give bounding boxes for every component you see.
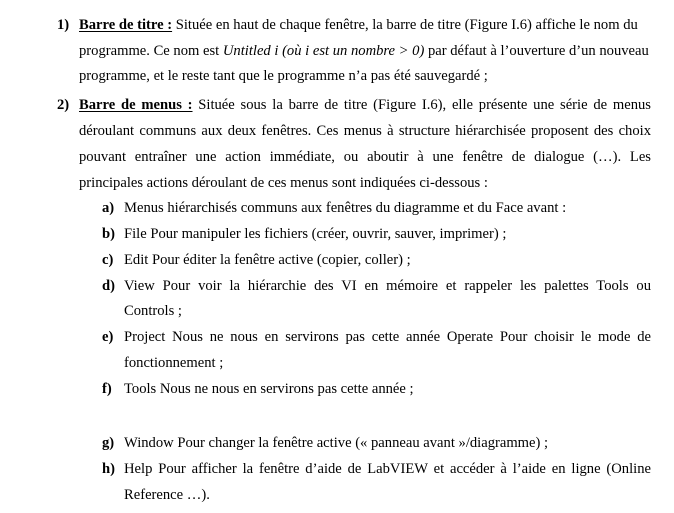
section-2-line-1 [79, 96, 651, 114]
paragraph-text: programme. Ce nom est [79, 43, 223, 59]
list-item-b: File Pour manipuler les fichiers (créer, ouvrir, sauver, imprimer) ; [124, 226, 507, 242]
section-2-line-2: déroulant communs aux deux fenêtres. Ces menus à structure hiérarchisée proposent des choix [79, 123, 651, 139]
paragraph-text: Située sous la barre de titre (Figure I.6), elle présente une série de menus [192, 97, 651, 113]
section-2-line-4: principales actions déroulant de ces menus sont indiquées ci-dessous : [79, 175, 488, 191]
list-item-a: Menus hiérarchisés communs aux fenêtres du diagramme et du Face avant : [124, 200, 567, 216]
list-item-f: Tools Nous ne nous en servirons pas cette année ; [124, 381, 414, 397]
list-item-letter: h) [102, 461, 115, 477]
list-item-e: Project Nous ne nous en servirons pas cette année Operate Pour choisir le mode de [124, 329, 651, 345]
section-number: 2) [57, 97, 70, 113]
list-item-d-continued: Controls ; [124, 303, 182, 319]
section-number: 1) [57, 17, 70, 33]
section-heading-barre-de-menus: Barre de menus : [79, 97, 193, 113]
list-item-letter: e) [102, 329, 114, 345]
section-1-line-1 [79, 16, 638, 34]
list-item-letter: d) [102, 278, 115, 294]
list-item-c: Edit Pour éditer la fenêtre active (copier, coller) ; [124, 252, 411, 268]
list-item-letter: g) [102, 435, 115, 451]
section-1-line-3: programme, et le reste tant que le programme n’a pas été sauvegardé ; [79, 68, 488, 84]
list-item-letter: c) [102, 252, 114, 268]
list-item-letter: f) [102, 381, 112, 397]
paragraph-text: Située en haut de chaque fenêtre, la barre de titre (Figure I.6) affiche le nom du [172, 17, 638, 33]
list-item-letter: b) [102, 226, 115, 242]
list-item-e-continued: fonctionnement ; [124, 355, 224, 371]
paragraph-text: par défaut à l’ouverture d’un nouveau [424, 43, 649, 59]
section-2-line-3: pouvant entraîner une action immédiate, ou aboutir à une fenêtre de dialogue (…). Les [79, 149, 651, 165]
list-item-h-continued: Reference …). [124, 487, 210, 503]
list-item-d: View Pour voir la hiérarchie des VI en mémoire et rappeler les palettes Tools ou [124, 278, 651, 294]
italic-text: Untitled i (où i est un nombre > 0) [222, 43, 425, 59]
section-1-line-2 [79, 42, 649, 60]
list-item-h: Help Pour afficher la fenêtre d’aide de LabVIEW et accéder à l’aide en ligne (Online [124, 461, 651, 477]
list-item-letter: a) [102, 200, 115, 216]
list-item-g: Window Pour changer la fenêtre active (« panneau avant »/diagramme) ; [124, 435, 549, 451]
section-heading-barre-de-titre: Barre de titre : [79, 17, 173, 33]
